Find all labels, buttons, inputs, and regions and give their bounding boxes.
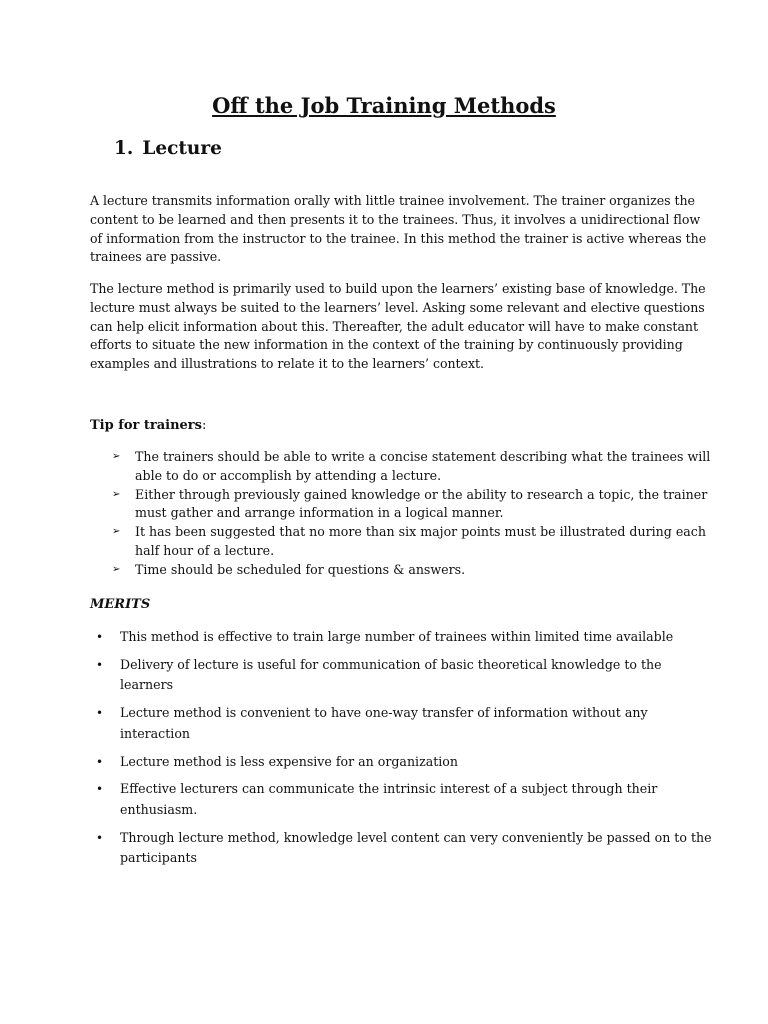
- paragraph-usage: [90, 280, 706, 374]
- list-item-line: Lecture method is less expensive for an organization: [120, 753, 459, 769]
- bullet-icon: •: [96, 657, 104, 672]
- paragraph-line: of information from the instructor to the trainee. In this method the trainer is active whereas the: [90, 230, 707, 246]
- list-item-line: Time should be scheduled for questions & answers.: [135, 561, 466, 577]
- list-item-line: half hour of a lecture.: [135, 542, 275, 558]
- arrow-bullet-icon: ➢: [112, 451, 121, 462]
- arrow-bullet-icon: ➢: [112, 563, 121, 575]
- list-item-line: interaction: [120, 725, 191, 741]
- list-item-line: participants: [120, 850, 197, 866]
- list-item-line: must gather and arrange information in a logical manner.: [135, 505, 504, 521]
- paragraph-line: efforts to situate the new information in the context of the training by continuously providing: [90, 337, 683, 353]
- tips-heading-label: Tip for trainers: [90, 418, 202, 433]
- section-heading: [114, 137, 222, 161]
- paragraph-line: The lecture method is primarily used to build upon the learners’ existing base of knowledge. The: [90, 281, 706, 296]
- list-item-line: enthusiasm.: [120, 801, 198, 817]
- list-item: [96, 828, 712, 869]
- list-item-line: This method is effective to train large number of trainees within limited time available: [120, 629, 674, 644]
- tips-heading-colon: :: [201, 418, 207, 433]
- list-item: [112, 486, 708, 524]
- arrow-bullet-icon: ➢: [112, 526, 121, 538]
- paragraph-line: A lecture transmits information orally with little trainee involvement. The trainer organizes the: [90, 193, 695, 208]
- list-item: [112, 448, 711, 486]
- paragraph-line: can help elicit information about this. Thereafter, the adult educator will have to make constant: [90, 318, 698, 334]
- tips-heading: [90, 417, 206, 435]
- section-title: Lecture: [142, 138, 222, 159]
- list-item: [96, 752, 696, 773]
- list-item-line: Effective lecturers can communicate the intrinsic interest of a subject through their: [120, 781, 658, 797]
- list-item-line: Through lecture method, knowledge level content can very conveniently be passed on to the: [120, 829, 712, 845]
- section-number: 1.: [114, 138, 134, 159]
- document-title: Off the Job Training Methods: [212, 93, 556, 118]
- list-item: [96, 779, 696, 820]
- bullet-icon: •: [96, 754, 104, 769]
- list-item: [112, 523, 706, 561]
- bullet-icon: •: [96, 630, 104, 644]
- list-item: [96, 627, 696, 648]
- paragraph-line: content to be learned and then presents it to the trainees. Thus, it involves a unidirectional flow: [90, 211, 701, 227]
- merits-heading: MERITS: [90, 597, 151, 612]
- paragraph-line: lecture must always be suited to the learners’ level. Asking some relevant and elective questions: [90, 299, 705, 315]
- list-item-line: It has been suggested that no more than six major points must be illustrated during each: [135, 524, 706, 540]
- list-item-line: Lecture method is convenient to have one-way transfer of information without any: [120, 705, 648, 721]
- list-item: [96, 703, 696, 744]
- merits-list: [96, 627, 712, 876]
- list-item-line: The trainers should be able to write a concise statement describing what the trainees will: [135, 449, 711, 464]
- bullet-icon: •: [96, 830, 104, 845]
- paragraph-line: examples and illustrations to relate it to the learners’ context.: [90, 356, 484, 372]
- list-item: [112, 561, 692, 580]
- arrow-bullet-icon: ➢: [112, 488, 121, 500]
- bullet-icon: •: [96, 706, 104, 721]
- paragraph-line: trainees are passive.: [90, 249, 222, 265]
- list-item-line: Either through previously gained knowledge or the ability to research a topic, the trainer: [135, 486, 708, 502]
- tips-list: [112, 448, 711, 580]
- list-item-line: learners: [120, 677, 174, 693]
- list-item: [96, 655, 696, 696]
- paragraph-intro: [90, 192, 707, 267]
- bullet-icon: •: [96, 782, 104, 797]
- list-item-line: able to do or accomplish by attending a lecture.: [135, 467, 442, 483]
- list-item-line: Delivery of lecture is useful for communication of basic theoretical knowledge to the: [120, 656, 662, 672]
